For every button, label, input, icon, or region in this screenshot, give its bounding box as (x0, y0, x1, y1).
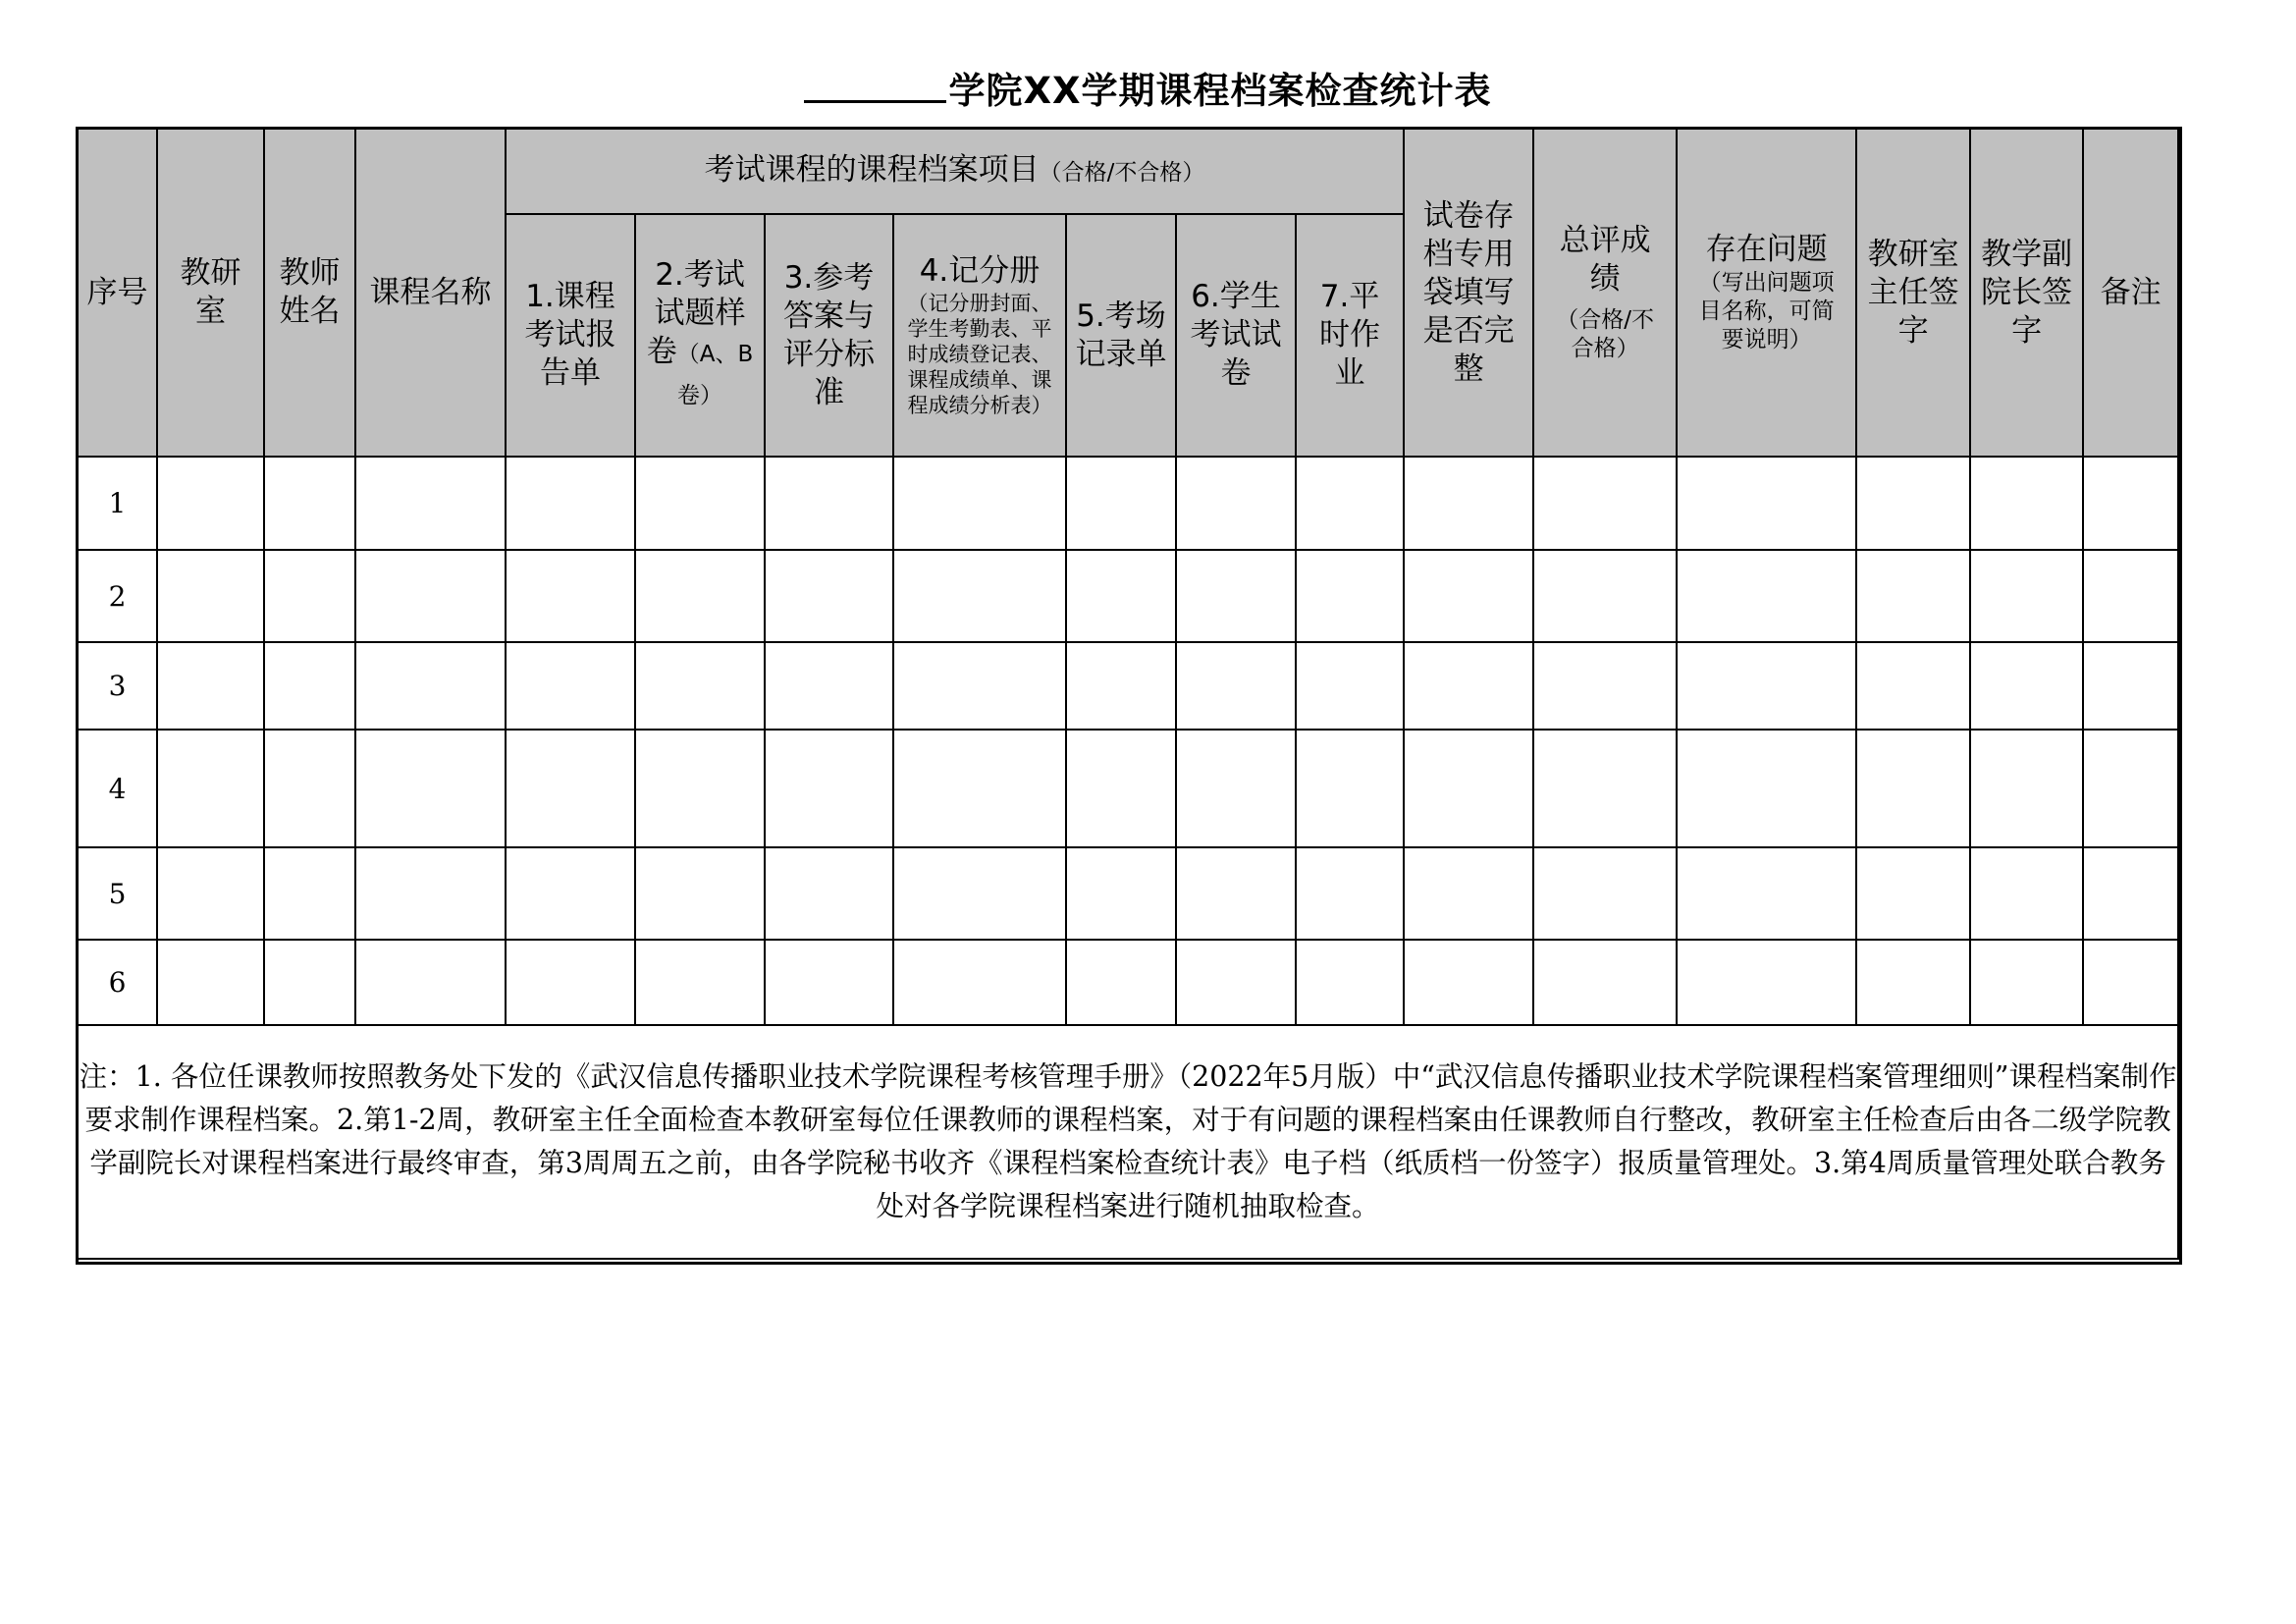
teacher-cell[interactable] (264, 642, 355, 730)
item1-cell[interactable] (506, 730, 635, 847)
item2-cell[interactable] (635, 457, 765, 550)
item3-cell[interactable] (765, 457, 893, 550)
item2-cell[interactable] (635, 550, 765, 642)
issues-cell[interactable] (1677, 940, 1856, 1025)
remarks-cell[interactable] (2083, 730, 2178, 847)
item1-cell[interactable] (506, 457, 635, 550)
header-item6: 6.学生考试试卷 (1176, 214, 1296, 457)
director-sign-cell[interactable] (1856, 847, 1970, 940)
college-name-blank[interactable] (804, 67, 946, 103)
office-cell[interactable] (157, 550, 264, 642)
header-issues-main: 存在问题 (1705, 232, 1828, 267)
header-item2-small: （A、B (676, 341, 754, 367)
teacher-cell[interactable] (264, 550, 355, 642)
header-overall-main: 总评成绩 (1559, 223, 1651, 297)
item7-cell[interactable] (1296, 642, 1404, 730)
item7-cell[interactable] (1296, 457, 1404, 550)
bag-cell[interactable] (1404, 730, 1533, 847)
row-number: 6 (78, 940, 157, 1025)
dean-sign-cell[interactable] (1970, 642, 2083, 730)
item6-cell[interactable] (1176, 457, 1296, 550)
teacher-cell[interactable] (264, 730, 355, 847)
overall-cell[interactable] (1533, 847, 1677, 940)
office-cell[interactable] (157, 642, 264, 730)
dean-sign-cell[interactable] (1970, 550, 2083, 642)
page-title-text: 学院XX学期课程档案检查统计表 (948, 70, 1492, 112)
office-cell[interactable] (157, 940, 264, 1025)
overall-cell[interactable] (1533, 457, 1677, 550)
director-sign-cell[interactable] (1856, 457, 1970, 550)
header-overall (1533, 129, 1677, 457)
issues-cell[interactable] (1677, 550, 1856, 642)
teacher-cell[interactable] (264, 457, 355, 550)
remarks-cell[interactable] (2083, 550, 2178, 642)
table-row (78, 457, 2178, 550)
header-bag: 试卷存档专用袋填写是否完整 (1404, 129, 1533, 457)
item5-cell[interactable] (1066, 730, 1176, 847)
item2-cell[interactable] (635, 730, 765, 847)
table-row (78, 730, 2178, 847)
table-row (78, 550, 2178, 642)
header-item4-sub: （记分册封面、学生考勤表、平时成绩登记表、课程成绩单、课程成绩分析表） (907, 292, 1052, 417)
course-cell[interactable] (355, 847, 506, 940)
header-issues (1677, 129, 1856, 457)
course-cell[interactable] (355, 550, 506, 642)
course-cell[interactable] (355, 457, 506, 550)
item6-cell[interactable] (1176, 940, 1296, 1025)
overall-cell[interactable] (1533, 940, 1677, 1025)
archive-check-table (77, 128, 2179, 1260)
bag-cell[interactable] (1404, 940, 1533, 1025)
remarks-cell[interactable] (2083, 940, 2178, 1025)
item7-cell[interactable] (1296, 550, 1404, 642)
director-sign-cell[interactable] (1856, 642, 1970, 730)
item3-cell[interactable] (765, 847, 893, 940)
course-cell[interactable] (355, 730, 506, 847)
item6-cell[interactable] (1176, 847, 1296, 940)
note-row (78, 1025, 2178, 1259)
header-group-sub: （合格/不合格） (1039, 159, 1205, 186)
overall-cell[interactable] (1533, 642, 1677, 730)
director-sign-cell[interactable] (1856, 550, 1970, 642)
item4-cell[interactable] (893, 730, 1066, 847)
issues-cell[interactable] (1677, 730, 1856, 847)
course-cell[interactable] (355, 940, 506, 1025)
table-row (78, 642, 2178, 730)
header-remarks: 备注 (2083, 129, 2178, 457)
item6-cell[interactable] (1176, 642, 1296, 730)
item4-cell[interactable] (893, 457, 1066, 550)
item1-cell[interactable] (506, 847, 635, 940)
header-item1: 1.课程考试报告单 (506, 214, 635, 457)
bag-cell[interactable] (1404, 642, 1533, 730)
note-text: 注：1. 各位任课教师按照教务处下发的《武汉信息传播职业技术学院课程考核管理手册》（2022年5月版）中“武汉信息传播职业技术学院课程档案管理细则”课程档案制作要求制作课程档案。2.第1-2周，教研室主任全面检查本教研室每位任课教师的课程档案，对于有问题的课程档案由任课教师自行整改，教研室主任检查后由各二级学院教学副院长对课程档案进行最终审查，第3周周五之前，由各学院秘书收齐《课程档案检查统计表》电子档（纸质档一份签字）报质量管理处。3.第4周质量管理处联合教务处对各学院课程档案进行随机抽取检查。 (78, 1025, 2178, 1259)
item3-cell[interactable] (765, 940, 893, 1025)
item1-cell[interactable] (506, 642, 635, 730)
item2-cell[interactable] (635, 642, 765, 730)
row-number: 1 (78, 457, 157, 550)
dean-sign-cell[interactable] (1970, 847, 2083, 940)
header-group-title: 考试课程的课程档案项目 (704, 151, 1040, 188)
office-cell[interactable] (157, 457, 264, 550)
overall-cell[interactable] (1533, 550, 1677, 642)
remarks-cell[interactable] (2083, 847, 2178, 940)
header-item4-main: 4.记分册 (919, 253, 1041, 289)
director-sign-cell[interactable] (1856, 730, 1970, 847)
item2-cell[interactable] (635, 847, 765, 940)
director-sign-cell[interactable] (1856, 940, 1970, 1025)
item5-cell[interactable] (1066, 847, 1176, 940)
header-item4 (893, 214, 1066, 457)
header-group (506, 129, 1404, 214)
course-cell[interactable] (355, 642, 506, 730)
remarks-cell[interactable] (2083, 457, 2178, 550)
row-number: 2 (78, 550, 157, 642)
header-issues-sub: （写出问题项目名称，可简要说明） (1698, 270, 1835, 352)
header-item2-tail: 卷 (646, 333, 677, 369)
item4-cell[interactable] (893, 642, 1066, 730)
header-item2 (635, 214, 765, 457)
table-row (78, 847, 2178, 940)
item7-cell[interactable] (1296, 847, 1404, 940)
item6-cell[interactable] (1176, 730, 1296, 847)
item2-cell[interactable] (635, 940, 765, 1025)
item5-cell[interactable] (1066, 457, 1176, 550)
header-item5: 5.考场记录单 (1066, 214, 1176, 457)
office-cell[interactable] (157, 730, 264, 847)
item6-cell[interactable] (1176, 550, 1296, 642)
dean-sign-cell[interactable] (1970, 730, 2083, 847)
office-cell[interactable] (157, 847, 264, 940)
item3-cell[interactable] (765, 730, 893, 847)
table-row (78, 940, 2178, 1025)
row-number: 5 (78, 847, 157, 940)
dean-sign-cell[interactable] (1970, 457, 2083, 550)
header-teacher: 教师姓名 (264, 129, 355, 457)
row-number: 3 (78, 642, 157, 730)
item5-cell[interactable] (1066, 550, 1176, 642)
remarks-cell[interactable] (2083, 642, 2178, 730)
item5-cell[interactable] (1066, 940, 1176, 1025)
header-office: 教研室 (157, 129, 264, 457)
item7-cell[interactable] (1296, 730, 1404, 847)
item3-cell[interactable] (765, 642, 893, 730)
header-item3: 3.参考答案与评分标准 (765, 214, 893, 457)
header-item2-end: 卷） (677, 382, 722, 408)
dean-sign-cell[interactable] (1970, 940, 2083, 1025)
item4-cell[interactable] (893, 847, 1066, 940)
header-row-1 (78, 129, 2178, 214)
page-title (0, 61, 2296, 114)
header-seq: 序号 (78, 129, 157, 457)
teacher-cell[interactable] (264, 847, 355, 940)
issues-cell[interactable] (1677, 457, 1856, 550)
bag-cell[interactable] (1404, 550, 1533, 642)
bag-cell[interactable] (1404, 847, 1533, 940)
item3-cell[interactable] (765, 550, 893, 642)
header-item2-main: 2.考试试题样 (654, 256, 746, 331)
header-dean-sign: 教学副院长签字 (1970, 129, 2083, 457)
overall-cell[interactable] (1533, 730, 1677, 847)
header-director-sign: 教研室主任签字 (1856, 129, 1970, 457)
header-course: 课程名称 (355, 129, 506, 457)
teacher-cell[interactable] (264, 940, 355, 1025)
item4-cell[interactable] (893, 940, 1066, 1025)
issues-cell[interactable] (1677, 847, 1856, 940)
bag-cell[interactable] (1404, 457, 1533, 550)
header-item7: 7.平时作业 (1296, 214, 1404, 457)
row-number: 4 (78, 730, 157, 847)
item1-cell[interactable] (506, 550, 635, 642)
issues-cell[interactable] (1677, 642, 1856, 730)
item4-cell[interactable] (893, 550, 1066, 642)
item7-cell[interactable] (1296, 940, 1404, 1025)
header-overall-sub: （合格/不合格） (1556, 307, 1654, 361)
item1-cell[interactable] (506, 940, 635, 1025)
item5-cell[interactable] (1066, 642, 1176, 730)
